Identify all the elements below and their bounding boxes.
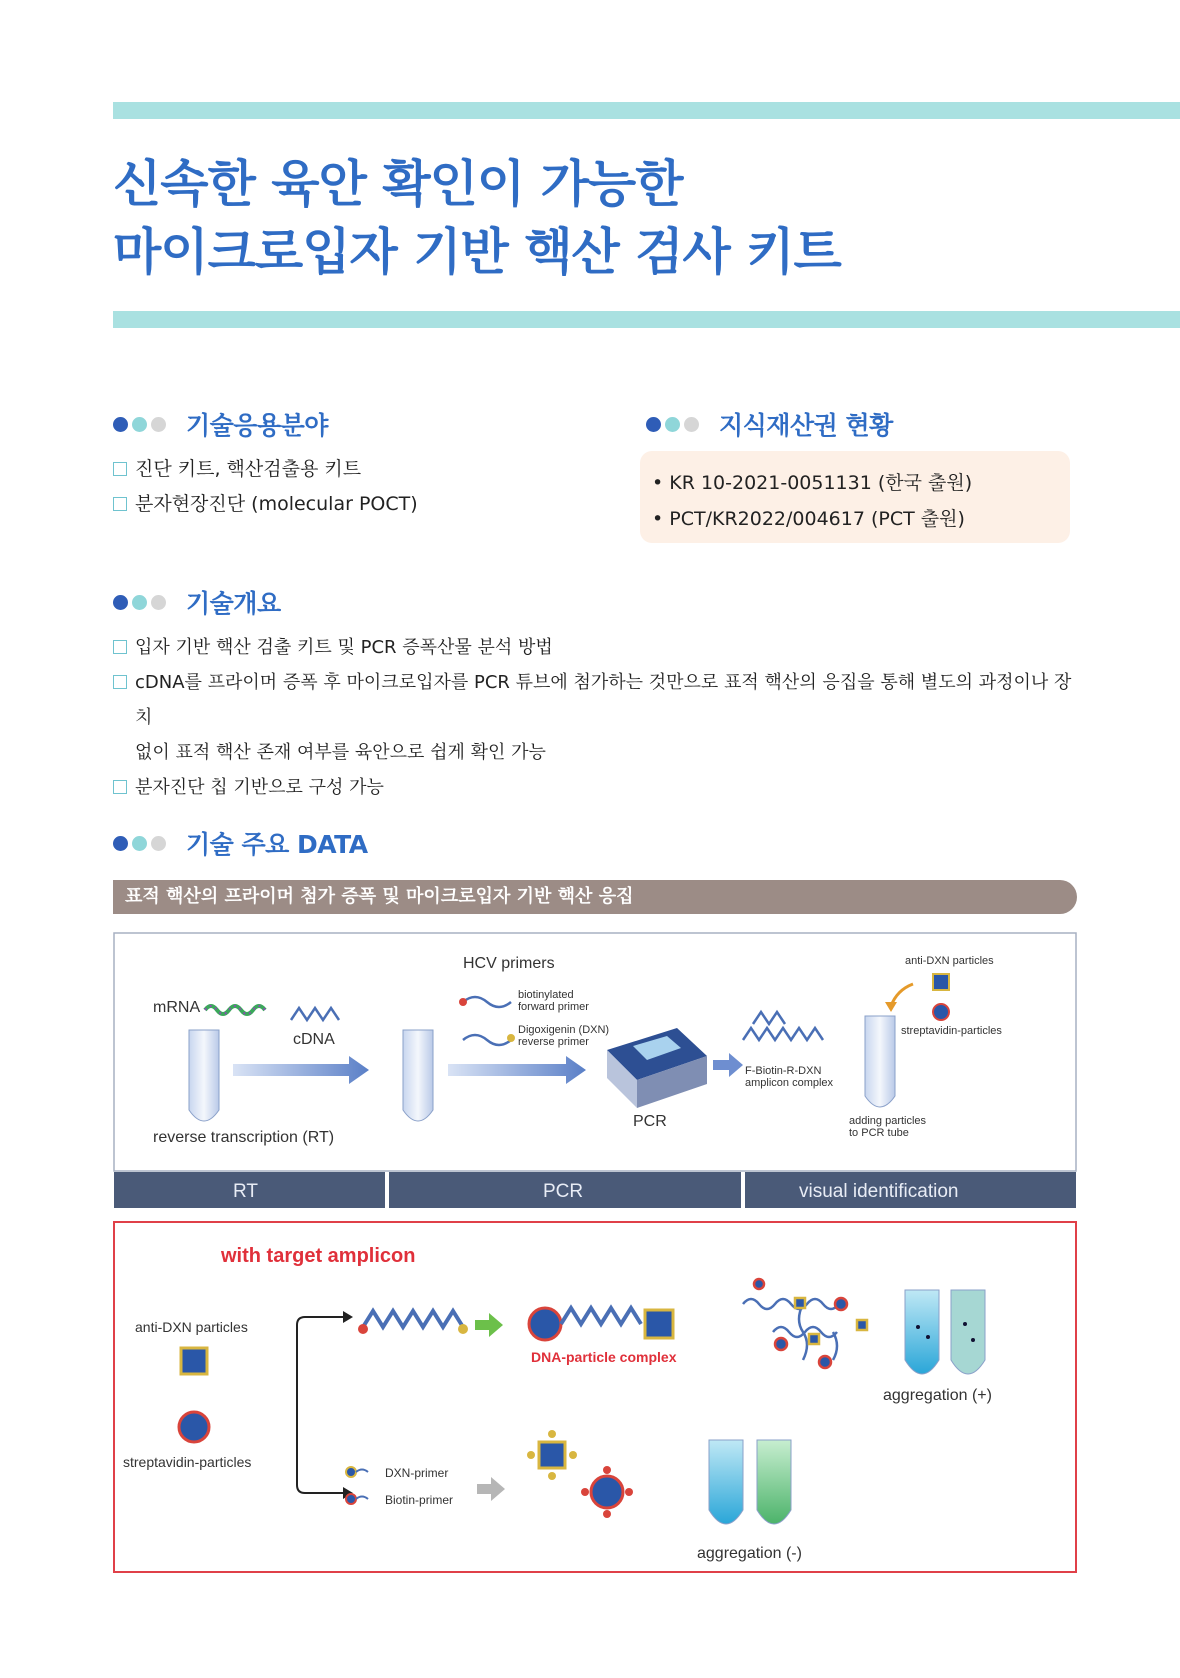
anti-dxn-particle-large-icon <box>181 1348 207 1374</box>
svg-text:Digoxigenin (DXN): Digoxigenin (DXN) <box>518 1024 610 1036</box>
list-item-continued: 없이 표적 핵산 존재 여부를 육안으로 쉽게 확인 가능 <box>135 742 546 763</box>
dxn-primer-label: DXN-primer <box>385 1466 449 1480</box>
figure-banner: 표적 핵산의 프라이머 첨가 증폭 및 마이크로입자 기반 핵산 응집 <box>113 880 1077 914</box>
complex-label: DNA-particle complex <box>531 1349 677 1365</box>
ip-box <box>640 451 1070 543</box>
aggregation-positive-tube-2-icon <box>951 1290 985 1374</box>
aggregation-negative-tube-2-icon <box>757 1440 791 1524</box>
mrna-label: mRNA <box>153 999 201 1016</box>
title-line-1: 신속한 육안 확인이 가능한 <box>113 155 683 213</box>
checkbox-square-icon <box>113 640 127 654</box>
cdna-label: cDNA <box>293 1031 335 1048</box>
ip-item: • KR 10-2021-0051131 (한국 출원) <box>652 465 1070 501</box>
biotin-primer-dot-icon <box>346 1494 356 1504</box>
strep-top-label: streptavidin-particles <box>901 1025 1002 1037</box>
dxn-primer-dot-icon <box>346 1467 356 1477</box>
aggregation-negative-tube-1-icon <box>709 1440 743 1524</box>
svg-text:to PCR tube: to PCR tube <box>849 1127 909 1139</box>
strep-bottom-label: streptavidin-particles <box>123 1454 252 1470</box>
svg-text:visual identification: visual identification <box>799 1181 959 1202</box>
section-overview-header <box>113 584 281 620</box>
checkbox-square-icon <box>113 497 127 511</box>
strep-particle-icon <box>933 1004 949 1020</box>
page-title <box>113 150 841 286</box>
svg-text:PCR: PCR <box>543 1181 584 1202</box>
checkbox-square-icon <box>113 675 127 689</box>
list-item: cDNA를 프라이머 증폭 후 마이크로입자를 PCR 튜브에 첨가하는 것만으로 표적 핵산의 응집을 통해 별도의 과정이나 장치 <box>113 665 1083 735</box>
complex-strep-icon <box>529 1308 561 1340</box>
checkbox-square-icon <box>113 780 127 794</box>
section-data-header <box>113 825 368 861</box>
section-ip-title: 지식재산권 현황 <box>719 411 893 440</box>
svg-text:biotinylated: biotinylated <box>518 989 574 1001</box>
bullet-dots-icon <box>646 417 703 432</box>
list-item: 진단 키트, 핵산검출용 키트 <box>113 452 613 487</box>
hcv-primers-label: HCV primers <box>463 955 555 972</box>
aggregation-positive-label: aggregation (+) <box>883 1387 992 1404</box>
application-list <box>113 452 613 522</box>
title-line-2: 마이크로입자 기반 핵산 검사 키트 <box>113 223 841 281</box>
figure-diagram <box>113 932 1077 1574</box>
list-item: 분자현장진단 (molecular POCT) <box>113 487 613 522</box>
list-item: 입자 기반 핵산 검출 키트 및 PCR 증폭산물 분석 방법 <box>113 630 1083 665</box>
strep-particle-large-icon <box>179 1412 209 1442</box>
section-overview-title: 기술개요 <box>186 589 281 618</box>
checkbox-square-icon <box>113 462 127 476</box>
ip-list <box>640 451 1070 537</box>
section-data-title: 기술 주요 DATA <box>186 830 368 859</box>
section-application-title: 기술응용분야 <box>186 411 328 440</box>
anti-dxn-top-label: anti-DXN particles <box>905 955 994 967</box>
anti-dxn-bottom-label: anti-DXN particles <box>135 1319 248 1335</box>
bottom-accent-bar <box>113 311 1180 328</box>
section-application-header <box>113 406 328 442</box>
bullet-dots-icon <box>113 417 170 432</box>
anti-dxn-particle-icon <box>933 974 949 990</box>
rt-label: reverse transcription (RT) <box>153 1129 335 1146</box>
ip-item: • PCT/KR2022/004617 (PCT 출원) <box>652 501 1070 537</box>
bullet-dots-icon <box>113 836 170 851</box>
aggregation-negative-label: aggregation (-) <box>697 1545 802 1562</box>
overview-list <box>113 630 1083 805</box>
top-accent-bar <box>113 102 1180 119</box>
svg-text:forward primer: forward primer <box>518 1001 589 1013</box>
with-target-label: with target amplicon <box>221 1245 416 1267</box>
complex-dxn-icon <box>645 1310 673 1338</box>
svg-text:F-Biotin-R-DXN: F-Biotin-R-DXN <box>745 1065 822 1077</box>
biotin-primer-label: Biotin-primer <box>385 1493 454 1507</box>
bullet-dots-icon <box>113 595 170 610</box>
pcr-tube-icon <box>403 1030 433 1121</box>
svg-text:RT: RT <box>233 1181 258 1202</box>
svg-text:adding particles: adding particles <box>849 1115 927 1127</box>
list-item: 분자진단 칩 기반으로 구성 가능 <box>113 770 1083 805</box>
pcr-label: PCR <box>633 1113 667 1130</box>
svg-text:amplicon complex: amplicon complex <box>745 1077 834 1089</box>
rt-tube-icon <box>189 1030 219 1121</box>
vis-tube-icon <box>865 1016 895 1107</box>
svg-text:reverse primer: reverse primer <box>518 1036 589 1048</box>
section-ip-header <box>646 406 893 442</box>
aggregation-positive-tube-1-icon <box>905 1290 939 1374</box>
